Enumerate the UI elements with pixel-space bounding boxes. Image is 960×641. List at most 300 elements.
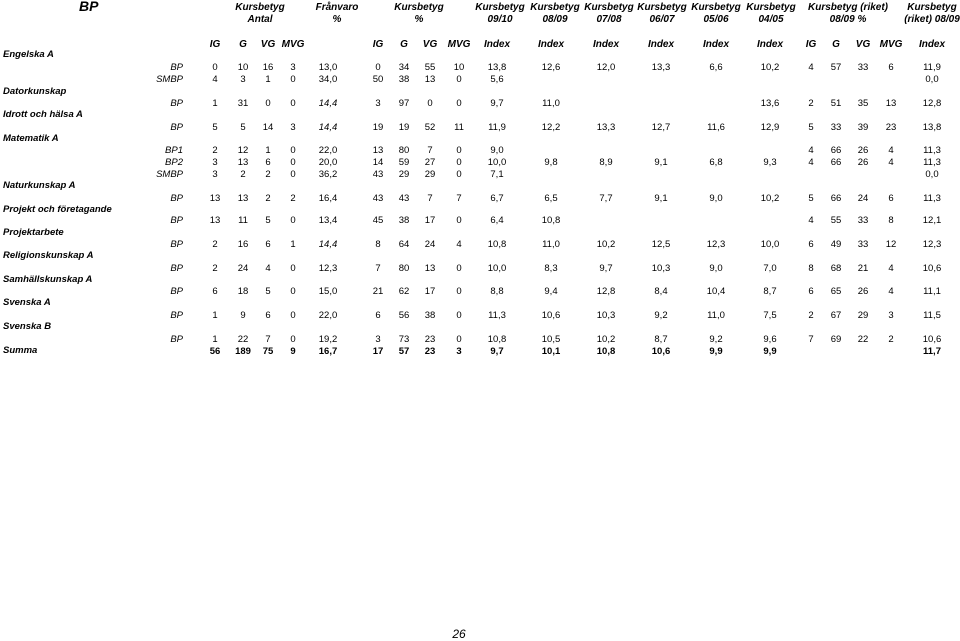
table-cell: 13,3	[651, 62, 671, 73]
table-cell: 66	[830, 145, 842, 156]
table-cell: 17	[424, 286, 436, 297]
row-label: BP	[170, 193, 183, 204]
header-group-subtitle: 06/07	[649, 14, 675, 25]
table-cell: 9,9	[763, 346, 777, 357]
table-cell: 16	[237, 239, 249, 250]
table-cell: 4	[888, 286, 894, 297]
table-cell: 68	[830, 263, 842, 274]
table-cell: 11,6	[707, 122, 725, 133]
table-cell: 9,6	[763, 334, 777, 345]
header-group-subtitle: 07/08	[596, 14, 622, 25]
table-cell: 9,7	[490, 98, 504, 109]
table-cell: 2	[212, 263, 218, 274]
table-cell: 13	[237, 157, 249, 168]
table-cell: 73	[398, 334, 410, 345]
table-cell: 11,5	[923, 310, 941, 321]
column-header: Index	[537, 39, 565, 50]
column-header: VG	[855, 39, 871, 50]
table-cell: 2	[888, 334, 894, 345]
table-cell: 6	[808, 286, 814, 297]
table-cell: 7,7	[599, 193, 613, 204]
table-cell: 51	[830, 98, 842, 109]
table-cell: 9,1	[654, 193, 668, 204]
table-cell: 10,8	[541, 215, 561, 226]
table-cell: 43	[372, 169, 384, 180]
table-cell: 6	[888, 62, 894, 73]
table-cell: 7	[456, 193, 462, 204]
table-cell: 13	[885, 98, 897, 109]
table-cell: 16,7	[318, 346, 338, 357]
table-cell: 80	[398, 145, 410, 156]
table-cell: 12,3	[706, 239, 726, 250]
table-cell: 0	[290, 169, 296, 180]
table-cell: 3	[456, 346, 462, 357]
table-cell: 7	[375, 263, 381, 274]
subject-label: Matematik A	[3, 133, 59, 144]
table-cell: 23	[424, 346, 436, 357]
subject-label: Summa	[3, 345, 38, 356]
table-cell: 26	[857, 286, 869, 297]
table-cell: 12	[885, 239, 897, 250]
table-cell: 9,2	[709, 334, 723, 345]
table-cell: 33	[857, 62, 869, 73]
table-cell: 7,5	[763, 310, 777, 321]
column-header: Index	[756, 39, 784, 50]
table-cell: 0	[290, 98, 296, 109]
table-cell: 0	[456, 157, 462, 168]
table-cell: 4	[212, 74, 218, 85]
table-cell: 67	[830, 310, 842, 321]
table-cell: 21	[857, 263, 869, 274]
table-cell: 2	[808, 310, 814, 321]
header-group-subtitle: 08/09	[542, 14, 568, 25]
table-cell: 4	[265, 263, 271, 274]
header-group-title: Kursbetyg	[530, 2, 580, 13]
table-cell: 1	[265, 145, 271, 156]
table-cell: 69	[830, 334, 842, 345]
column-header: G	[400, 39, 408, 50]
table-cell: 19	[372, 122, 384, 133]
table-cell: 39	[857, 122, 869, 133]
column-header: IG	[372, 39, 384, 50]
table-cell: 13	[209, 215, 221, 226]
table-cell: 4	[808, 145, 814, 156]
table-cell: 1	[212, 98, 218, 109]
header-group-subtitle: 09/10	[487, 14, 513, 25]
table-cell: 20,0	[318, 157, 338, 168]
table-cell: 8	[888, 215, 894, 226]
table-cell: 17	[372, 346, 384, 357]
table-cell: 3	[888, 310, 894, 321]
table-cell: 3	[290, 122, 296, 133]
header-group-subtitle: %	[332, 14, 342, 25]
table-cell: 65	[830, 286, 842, 297]
table-cell: 14,4	[318, 122, 338, 133]
table-cell: 10,4	[706, 286, 726, 297]
table-cell: 10	[237, 62, 249, 73]
table-cell: 9,9	[709, 346, 723, 357]
table-cell: 19	[398, 122, 410, 133]
table-cell: 12	[237, 145, 249, 156]
table-cell: 9,7	[490, 346, 504, 357]
row-label: BP	[170, 286, 183, 297]
header-group-subtitle: 08/09 %	[829, 14, 867, 25]
table-cell: 3	[375, 98, 381, 109]
table-cell: 43	[398, 193, 410, 204]
table-cell: 80	[398, 263, 410, 274]
header-group-title: Kursbetyg	[746, 2, 796, 13]
table-cell: 34	[398, 62, 410, 73]
table-cell: 8,4	[654, 286, 668, 297]
table-cell: 10	[453, 62, 465, 73]
table-cell: 57	[830, 62, 842, 73]
table-cell: 6,7	[490, 193, 504, 204]
subject-label: Svenska B	[3, 321, 52, 332]
header-group-title: Kursbetyg	[584, 2, 634, 13]
table-cell: 0	[456, 310, 462, 321]
column-header: VG	[422, 39, 438, 50]
table-cell: 11	[454, 122, 464, 133]
table-cell: 7	[265, 334, 271, 345]
header-group-subtitle: 04/05	[758, 14, 784, 25]
table-cell: 11,3	[923, 193, 941, 204]
table-cell: 13	[209, 193, 221, 204]
table-cell: 10,1	[541, 346, 561, 357]
header-group-title: Kursbetyg	[907, 2, 957, 13]
table-cell: 55	[830, 215, 842, 226]
header-group-subtitle: (riket) 08/09	[904, 14, 960, 25]
table-cell: 14,4	[318, 98, 338, 109]
table-cell: 9,7	[599, 263, 613, 274]
table-cell: 55	[424, 62, 436, 73]
table-cell: 3	[212, 157, 218, 168]
table-cell: 17	[424, 215, 436, 226]
table-cell: 3	[212, 169, 218, 180]
table-cell: 13,6	[760, 98, 780, 109]
table-cell: 15,0	[318, 286, 338, 297]
table-cell: 7	[808, 334, 814, 345]
table-cell: 9,8	[544, 157, 558, 168]
column-header: IG	[209, 39, 221, 50]
table-cell: 0,0	[925, 169, 939, 180]
table-cell: 3	[375, 334, 381, 345]
table-cell: 12,7	[651, 122, 671, 133]
table-cell: 11,0	[542, 98, 560, 109]
table-cell: 14	[372, 157, 384, 168]
table-cell: 9	[240, 310, 246, 321]
table-cell: 11,9	[488, 122, 506, 133]
subject-label: Engelska A	[3, 49, 54, 60]
table-cell: 8	[808, 263, 814, 274]
table-cell: 16,4	[318, 193, 338, 204]
table-cell: 11,3	[923, 157, 941, 168]
table-cell: 10,6	[922, 263, 942, 274]
header-group-title: Kursbetyg	[637, 2, 687, 13]
table-cell: 11,0	[542, 239, 560, 250]
column-header: MVG	[281, 39, 305, 50]
table-cell: 0	[290, 310, 296, 321]
row-label: BP	[170, 62, 183, 73]
header-group-title: Kursbetyg	[691, 2, 741, 13]
table-cell: 12,9	[760, 122, 780, 133]
table-cell: 18	[237, 286, 249, 297]
table-cell: 10,3	[651, 263, 671, 274]
table-cell: 2	[212, 145, 218, 156]
table-cell: 6,4	[490, 215, 504, 226]
table-cell: 24	[857, 193, 869, 204]
table-cell: 8,3	[544, 263, 558, 274]
table-cell: 6,5	[544, 193, 558, 204]
subject-label: Religionskunskap A	[3, 250, 94, 261]
table-cell: 38	[424, 310, 436, 321]
table-cell: 12,6	[541, 62, 561, 73]
page-number: 26	[452, 627, 466, 641]
table-cell: 14,4	[318, 239, 338, 250]
table-cell: 9,0	[709, 263, 723, 274]
table-cell: 6	[265, 157, 271, 168]
table-cell: 2	[212, 239, 218, 250]
table-cell: 0	[290, 157, 296, 168]
row-label: BP	[170, 310, 183, 321]
table-cell: 19,2	[318, 334, 338, 345]
header-group-subtitle: %	[414, 14, 424, 25]
table-cell: 0	[456, 145, 462, 156]
table-cell: 10,2	[596, 239, 616, 250]
table-cell: 11,1	[923, 286, 941, 297]
table-cell: 26	[857, 157, 869, 168]
table-cell: 6,8	[709, 157, 723, 168]
table-cell: 13	[424, 263, 436, 274]
table-cell: 13,0	[318, 62, 338, 73]
table-cell: 4	[888, 263, 894, 274]
header-group-title: Kursbetyg (riket)	[807, 2, 889, 13]
table-cell: 0	[456, 334, 462, 345]
table-cell: 4	[888, 157, 894, 168]
table-cell: 13	[237, 193, 249, 204]
table-cell: 9,2	[654, 310, 668, 321]
table-cell: 23	[424, 334, 436, 345]
table-cell: 66	[830, 193, 842, 204]
table-cell: 29	[857, 310, 869, 321]
table-cell: 13,3	[596, 122, 616, 133]
table-cell: 64	[398, 239, 410, 250]
table-cell: 11,9	[923, 62, 941, 73]
table-cell: 10,8	[487, 239, 507, 250]
subject-label: Samhällskunskap A	[3, 274, 93, 285]
table-cell: 29	[424, 169, 436, 180]
table-cell: 1	[212, 334, 218, 345]
table-cell: 33	[830, 122, 842, 133]
table-cell: 5	[808, 193, 814, 204]
table-cell: 6	[375, 310, 381, 321]
table-cell: 27	[424, 157, 436, 168]
column-header: G	[239, 39, 247, 50]
table-cell: 5	[265, 286, 271, 297]
table-cell: 4	[808, 157, 814, 168]
table-cell: 14	[262, 122, 274, 133]
subject-label: Naturkunskap A	[3, 180, 76, 191]
table-cell: 75	[262, 346, 274, 357]
table-cell: 13	[424, 74, 436, 85]
table-cell: 97	[398, 98, 410, 109]
table-cell: 21	[372, 286, 384, 297]
table-cell: 0	[212, 62, 218, 73]
table-cell: 11,3	[923, 145, 941, 156]
column-header: Index	[483, 39, 511, 50]
table-cell: 3	[290, 62, 296, 73]
table-cell: 45	[372, 215, 384, 226]
row-label: BP	[170, 122, 183, 133]
table-cell: 13,8	[922, 122, 942, 133]
row-label: BP	[170, 215, 183, 226]
table-cell: 0	[456, 215, 462, 226]
table-cell: 16	[262, 62, 274, 73]
table-cell: 12,3	[922, 239, 942, 250]
row-label: SMBP	[156, 169, 183, 180]
column-header: VG	[260, 39, 276, 50]
table-cell: 22,0	[318, 145, 338, 156]
table-cell: 12,0	[596, 62, 616, 73]
table-cell: 6	[212, 286, 218, 297]
table-cell: 0	[290, 74, 296, 85]
column-header: MVG	[879, 39, 903, 50]
table-cell: 56	[398, 310, 410, 321]
table-cell: 35	[857, 98, 869, 109]
table-cell: 50	[372, 74, 384, 85]
table-cell: 57	[398, 346, 410, 357]
table-cell: 11,0	[707, 310, 725, 321]
table-cell: 2	[265, 169, 271, 180]
column-header: Index	[647, 39, 675, 50]
table-cell: 24	[424, 239, 436, 250]
table-cell: 22	[237, 334, 249, 345]
table-cell: 66	[830, 157, 842, 168]
table-cell: 9	[290, 346, 296, 357]
table-cell: 0	[456, 286, 462, 297]
table-cell: 38	[398, 74, 410, 85]
table-cell: 0	[375, 62, 381, 73]
row-label: BP	[170, 334, 183, 345]
subject-label: Datorkunskap	[3, 86, 67, 97]
table-cell: 10,3	[596, 310, 616, 321]
table-cell: 10,0	[487, 157, 507, 168]
table-cell: 23	[885, 122, 897, 133]
table-cell: 9,0	[490, 145, 504, 156]
table-cell: 0	[427, 98, 433, 109]
table-cell: 6	[265, 310, 271, 321]
column-header: Index	[918, 39, 946, 50]
table-cell: 13	[372, 145, 384, 156]
row-label: BP	[170, 263, 183, 274]
table-cell: 11	[238, 215, 248, 226]
table-cell: 7,1	[490, 169, 504, 180]
table-cell: 1	[290, 239, 296, 250]
table-cell: 10,8	[487, 334, 507, 345]
table-cell: 0	[265, 98, 271, 109]
table-cell: 0	[456, 169, 462, 180]
table-cell: 34,0	[318, 74, 338, 85]
table-cell: 8,7	[763, 286, 777, 297]
table-cell: 8,9	[599, 157, 613, 168]
table-cell: 10,6	[922, 334, 942, 345]
header-group-title: Kursbetyg	[394, 2, 444, 13]
table-cell: 9,3	[763, 157, 777, 168]
column-header: Index	[592, 39, 620, 50]
table-cell: 12,1	[922, 215, 942, 226]
table-cell: 62	[398, 286, 410, 297]
table-cell: 12,2	[541, 122, 561, 133]
row-label: BP2	[165, 157, 183, 168]
header-group-subtitle: 05/06	[703, 14, 729, 25]
table-cell: 5	[212, 122, 218, 133]
subject-label: Svenska A	[3, 297, 51, 308]
table-cell: 49	[830, 239, 842, 250]
table-cell: 10,8	[596, 346, 616, 357]
table-cell: 0	[456, 74, 462, 85]
subject-label: Idrott och hälsa A	[3, 109, 83, 120]
table-cell: 7	[427, 145, 433, 156]
header-group-title: Kursbetyg	[235, 2, 285, 13]
table-cell: 0	[456, 98, 462, 109]
table-cell: 10,5	[541, 334, 561, 345]
table-cell: 12,5	[651, 239, 671, 250]
table-cell: 3	[240, 74, 246, 85]
table-cell: 10,0	[760, 239, 780, 250]
table-cell: 22,0	[318, 310, 338, 321]
table-cell: 11,7	[923, 346, 941, 357]
table-cell: 22	[857, 334, 869, 345]
table-cell: 13,4	[318, 215, 338, 226]
header-group-title: Kursbetyg	[475, 2, 525, 13]
table-cell: 13,8	[487, 62, 507, 73]
table-cell: 33	[857, 215, 869, 226]
header-group-subtitle: Antal	[247, 14, 273, 25]
table-cell: 0	[290, 334, 296, 345]
table-cell: 4	[808, 215, 814, 226]
table-cell: 6	[888, 193, 894, 204]
table-cell: 2	[808, 98, 814, 109]
table-cell: 4	[888, 145, 894, 156]
row-label: BP1	[165, 145, 183, 156]
table-cell: 10,2	[596, 334, 616, 345]
table-cell: 56	[209, 346, 221, 357]
table-cell: 0	[290, 263, 296, 274]
table-cell: 0	[290, 145, 296, 156]
table-cell: 8,8	[490, 286, 504, 297]
column-header: G	[832, 39, 840, 50]
table-cell: 1	[265, 74, 271, 85]
table-cell: 12,3	[318, 263, 338, 274]
table-cell: 8,7	[654, 334, 668, 345]
table-cell: 4	[808, 62, 814, 73]
table-cell: 8	[375, 239, 381, 250]
table-cell: 0	[290, 286, 296, 297]
row-label: SMBP	[156, 74, 183, 85]
subject-label: Projektarbete	[3, 227, 64, 238]
table-cell: 9,1	[654, 157, 668, 168]
table-cell: 11,3	[488, 310, 506, 321]
table-cell: 10,0	[487, 263, 507, 274]
table-cell: 38	[398, 215, 410, 226]
header-group-title: Frånvaro	[315, 2, 359, 13]
table-cell: 29	[398, 169, 410, 180]
table-cell: 10,2	[760, 193, 780, 204]
table-cell: 52	[424, 122, 436, 133]
table-cell: 33	[857, 239, 869, 250]
table-cell: 24	[237, 263, 249, 274]
row-label: BP	[170, 239, 183, 250]
table-cell: 36,2	[318, 169, 338, 180]
